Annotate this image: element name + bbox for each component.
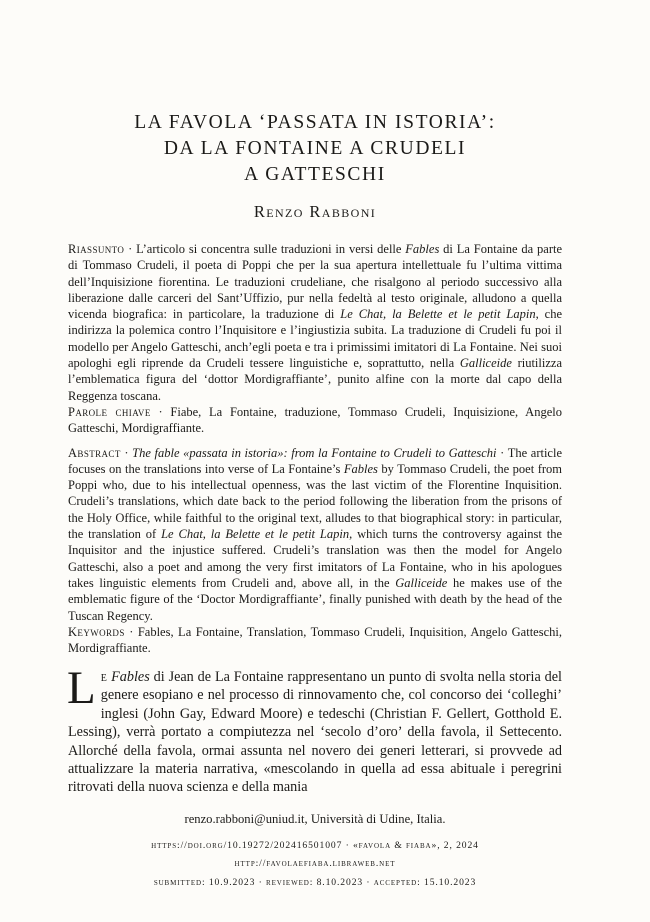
body-text [67,662,562,797]
riassunto-text-1: L’articolo si concentra sulle traduzioni in versi delle [136,242,406,256]
parole-chiave-label: Parole chiave [68,404,151,419]
keywords-separator: · [124,624,138,639]
drop-cap: L [67,662,96,714]
author-name: Renzo Rabboni [253,202,377,221]
body-smallcap: e [100,669,108,685]
abstract-italic-fables: Fables [343,461,378,476]
title-line-2: DA LA FONTAINE A CRUDELI [163,138,467,159]
abstract-text-1: The article focuses on the translations into verse of La Fontaine’s [68,445,562,476]
abstract-paragraph [68,445,562,624]
author-affiliation: renzo.rabboni@uniud.it, Università di Udine, Italia. [184,812,446,826]
riassunto-text-4: riutilizza l’emblematica figura del ‘dottor Mordigraffiante’, punito alfine con la morte dal capo della Reggenza toscana. [68,356,562,403]
abstracts-section [68,241,562,656]
riassunto-italic-lechat: Le Chat, la Belette et le petit Lapin [340,307,536,322]
riassunto-italic-galliceide: Galliceide [459,356,512,371]
keywords-label: Keywords [68,624,125,639]
abstract-italic-lechat: Le Chat, la Belette et le petit Lapin [161,527,350,542]
parole-chiave-text: Fiabe, La Fontaine, traduzione, Tommaso Crudeli, Inquisizione, Angelo Gatteschi, Mordigraffiante. [68,404,562,436]
abstract-label: Abstract [68,445,121,460]
riassunto-text-2: di La Fontaine da parte di Tommaso Crudeli, il poeta di Poppi che per la sua apertura intellettuale fu l’ultima vittima dell’Inquisizione fiorentina. Le traduzioni crudeliane, che risalgono al periodo successivo alla liberazione dalle carceri del Sant’Uffizio, pur nella fedeltà al testo originale, alludono a quella vicenda biografica: in particolare, la traduzione di [68,242,563,322]
riassunto-label: Riassunto [68,242,125,256]
body-paragraph-text: di Jean de La Fontaine rappresentano un punto di svolta nella storia del genere esopiano e nel processo di rinnovamento che, col concorso dei ‘colleghi’ inglesi (John Gay, Edward Moore) e tedeschi (Christian F. Gellert, Gotthold E. Lessing), verrà portato a compiutezza nel ‘secolo d’oro’ della favola, il Settecento. Allorché della favola, ormai assunta nel novero dei generi letterari, si provvede ad attualizzare la materia narrativa, «mescolando in quella ad essa abituale i peregrini ritrovati della nuova scienza e della mania [68,669,562,796]
title-line-1: LA FAVOLA ‘PASSATA IN ISTORIA’: [134,112,496,133]
parole-chiave-separator: · [150,404,171,419]
keywords-text: Fables, La Fontaine, Translation, Tommaso Crudeli, Inquisition, Angelo Gatteschi, Mordigraffiante. [68,624,562,656]
riassunto-text-3: , che indirizza la polemica contro l’Inquisitore e l’ingiustizia subita. La traduzione di Crudeli fu poi il modello per Angelo Gatteschi, anch’egli poeta e tra i primissimi imitatori di La Fontaine. Nei suoi apologhi egli riprende da Crudeli tessere linguistiche e, soprattutto, nella [68,307,562,371]
abstract-text-2: by Tommaso Crudeli, the poet from Poppi who, due to his intellectual openness, was the last victim of the Florentine Inquisition. Crudeli’s translations, which date back to the period following the liberation from the prisons of the Holy Office, while faithful to the original text, alludes to that biographical story: in particular, the translation of [68,461,562,542]
abstract-english-title: The fable «passata in istoria»: from la Fontaine to Crudeli to Gatteschi [132,445,497,460]
riassunto-italic-fables: Fables [405,242,440,256]
riassunto-paragraph [68,241,562,404]
abstract-text-4: he makes use of the emblematic figure of the ‘Doctor Mordigraffiante’, finally punished with death by the head of the Tuscan Regency. [68,575,562,623]
riassunto-separator: · [124,242,137,256]
journal-url: http://favolaefiaba.libraweb.net [234,858,396,869]
article-title-block [68,110,562,222]
body-paragraph-1 [67,662,562,797]
abstract-separator: · [120,445,133,460]
body-italic-fables: Fables [111,669,150,685]
abstract-text-3: , which turns the controversy against the Inquisitor and the injustice suffered. Crudeli’s translation was then the model for Angelo Gatteschi, also a poet and among the very first imitators of La Fontaine, who in his apologues takes linguistic elements from Crudeli and, above all, in the [68,527,562,590]
abstract-italic-galliceide: Galliceide [395,575,448,590]
doi-line: https://doi.org/10.19272/202416501007 · «favola & fiaba», 2, 2024 [151,840,479,851]
keywords-paragraph [68,624,562,657]
parole-chiave-paragraph [68,404,562,437]
title-line-3: A GATTESCHI [244,164,386,185]
submission-dates: submitted: 10.9.2023 · reviewed: 8.10.2023 · accepted: 15.10.2023 [153,877,477,888]
abstract-separator-2: · [496,445,508,460]
